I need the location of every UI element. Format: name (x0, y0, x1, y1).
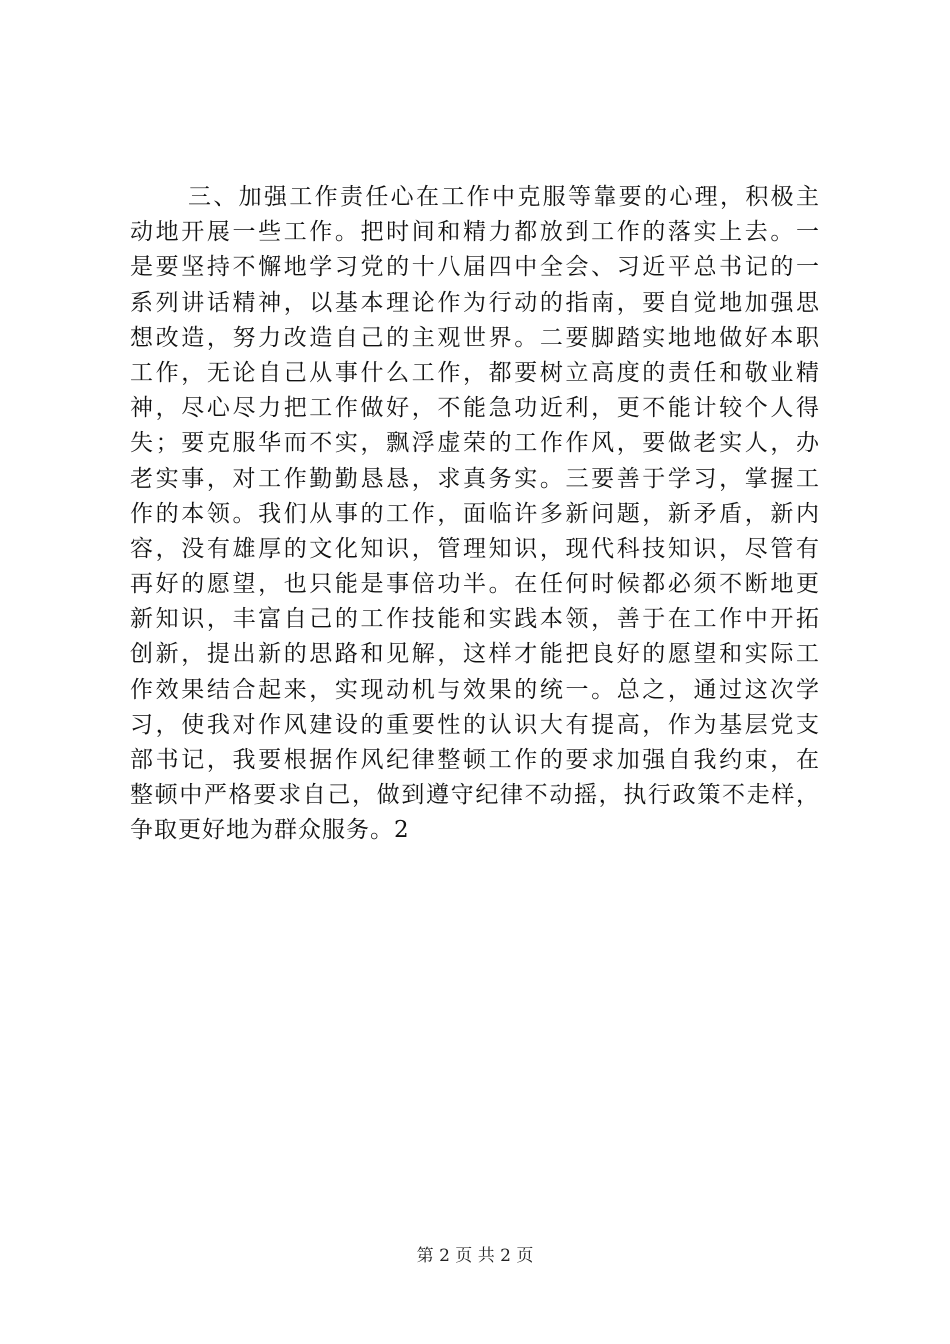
paragraph-line: 神，尽心尽力把工作做好，不能急功近利，更不能计较个人得 (130, 395, 820, 422)
paragraph-line: 系列讲话精神，以基本理论作为行动的指南，要自觉地加强思 (130, 289, 820, 316)
page-number: 第 2 页 共 2 页 (416, 1246, 534, 1266)
paragraph-line: 工作，无论自己从事什么工作，都要树立高度的责任和敬业精 (130, 359, 820, 386)
page-footer (0, 1244, 950, 1268)
paragraph-line: 三、加强工作责任心在工作中克服等靠要的心理，积极主 (188, 184, 820, 210)
paragraph-line: 老实事，对工作勤勤恳恳，求真务实。三要善于学习，掌握工 (130, 465, 820, 492)
paragraph-line: 是要坚持不懈地学习党的十八届四中全会、习近平总书记的一 (130, 254, 820, 281)
paragraph-line: 作效果结合起来，实现动机与效果的统一。总之，通过这次学 (130, 676, 820, 703)
paragraph-line: 习，使我对作风建设的重要性的认识大有提高，作为基层党支 (130, 711, 820, 738)
paragraph-line: 部书记，我要根据作风纪律整顿工作的要求加强自我约束，在 (130, 747, 820, 773)
paragraph-line: 整顿中严格要求自己，做到遵守纪律不动摇，执行政策不走样， (130, 782, 820, 809)
paragraph-line: 再好的愿望，也只能是事倍功半。在任何时候都必须不断地更 (130, 571, 820, 598)
paragraph-line: 争取更好地为群众服务。2 (130, 817, 410, 844)
paragraph-line: 作的本领。我们从事的工作，面临许多新问题，新矛盾，新内 (130, 500, 820, 527)
paragraph-line: 新知识，丰富自己的工作技能和实践本领，善于在工作中开拓 (130, 606, 820, 633)
paragraph-line: 想改造，努力改造自己的主观世界。二要脚踏实地地做好本职 (130, 324, 820, 351)
paragraph-line: 容，没有雄厚的文化知识，管理知识，现代科技知识，尽管有 (130, 535, 820, 562)
paragraph-line: 创新，提出新的思路和见解，这样才能把良好的愿望和实际工 (130, 641, 820, 668)
body-paragraph (130, 180, 820, 849)
paragraph-line: 动地开展一些工作。把时间和精力都放到工作的落实上去。一 (130, 219, 820, 246)
paragraph-line: 失；要克服华而不实，飘浮虚荣的工作作风，要做老实人，办 (130, 430, 820, 457)
